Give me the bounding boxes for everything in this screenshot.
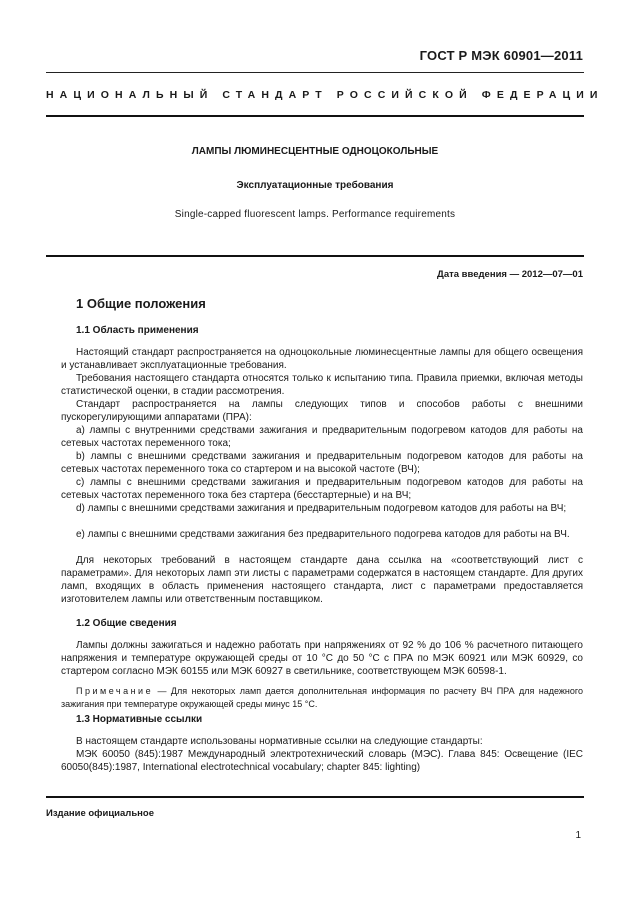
note-text: — Для некоторых ламп дается дополнительная информация по расчету ВЧ ПРА для надежного зажигания при температуре окружающей среды минус 15 °С. <box>61 686 583 709</box>
header-rule <box>46 72 584 73</box>
note <box>61 685 583 710</box>
paragraph: Стандарт распространяется на лампы следующих типов и способов работы с внешними пускорегулирующими аппаратами (ПРА): <box>61 399 583 424</box>
effective-date: Дата введения — 2012—07—01 <box>437 269 583 280</box>
subsection-heading-references: 1.3 Нормативные ссылки <box>76 714 203 725</box>
document-title-english: Single-capped fluorescent lamps. Performance requirements <box>174 209 456 220</box>
document-subtitle: Эксплуатационные требования <box>236 180 394 191</box>
national-standard-line: НАЦИОНАЛЬНЫЙ СТАНДАРТ РОССИЙСКОЙ ФЕДЕРАЦИИ <box>46 89 604 101</box>
reference-item: МЭК 60050 (845):1987 Международный электротехнический словарь (МЭС). Глава 845: Освещение (IEC 60050(845):1987, International electrotechnical vocabulary; chapter 845: lighting) <box>61 749 583 774</box>
paragraph: Настоящий стандарт распространяется на одноцокольные люминесцентные лампы для общего освещения и устанавливает эксплуатационные требования. <box>61 347 583 372</box>
subsection-heading-scope: 1.1 Область применения <box>76 325 199 336</box>
standard-code: ГОСТ Р МЭК 60901—2011 <box>419 48 583 63</box>
header-rule-thick <box>46 115 584 117</box>
page-number: 1 <box>575 830 581 841</box>
list-item: d) лампы с внешними средствами зажигания и предварительным подогревом катодов для работы на ВЧ; <box>76 503 567 514</box>
official-edition-label: Издание официальное <box>46 808 154 819</box>
paragraph: В настоящем стандарте использованы нормативные ссылки на следующие стандарты: <box>76 736 483 747</box>
paragraph: Лампы должны зажигаться и надежно работать при напряжениях от 92 % до 106 % расчетного питающего напряжения и температуре окружающей среды от 10 °С до 50 °С с ПРА по МЭК 60921 или МЭК 60929, со стартером согласно МЭК 60155 или МЭК 60927 в светильнике, соответствующем МЭК 60598-1. <box>61 640 583 678</box>
footer-rule <box>46 796 584 798</box>
list-item: b) лампы с внешними средствами зажигания и предварительным подогревом катодов для работы на сетевых частотах переменного тока со стартером и на высокой частоте (ВЧ); <box>61 451 583 476</box>
document-title: ЛАМПЫ ЛЮМИНЕСЦЕНТНЫЕ ОДНОЦОКОЛЬНЫЕ <box>191 146 439 157</box>
paragraph: Для некоторых требований в настоящем стандарте дана ссылка на «соответствующий лист с параметрами». Для некоторых ламп эти листы с параметрами содержатся в настоящем стандарте. Для других ламп, входящих в область применения настоящего стандарта, лист с параметрами предоставляется изготовителем лампы или ответственным поставщиком. <box>61 555 583 606</box>
note-label: Примечание <box>76 686 154 696</box>
section-heading: 1 Общие положения <box>76 296 206 311</box>
title-rule <box>46 255 584 257</box>
list-item: е) лампы с внешними средствами зажигания без предварительного подогрева катодов для работы на ВЧ. <box>76 529 570 540</box>
paragraph: Требования настоящего стандарта относятся только к испытанию типа. Правила приемки, включая методы статистической оценки, в стадии рассмотрения. <box>61 373 583 398</box>
list-item: а) лампы с внутренними средствами зажигания и предварительным подогревом катодов для работы на сетевых частотах переменного тока; <box>61 425 583 450</box>
subsection-heading-general: 1.2 Общие сведения <box>76 618 177 629</box>
list-item: c) лампы с внешними средствами зажигания и предварительным подогревом катодов для работы на сетевых частотах переменного тока без стартера (бесстартерные) и на ВЧ; <box>61 477 583 502</box>
